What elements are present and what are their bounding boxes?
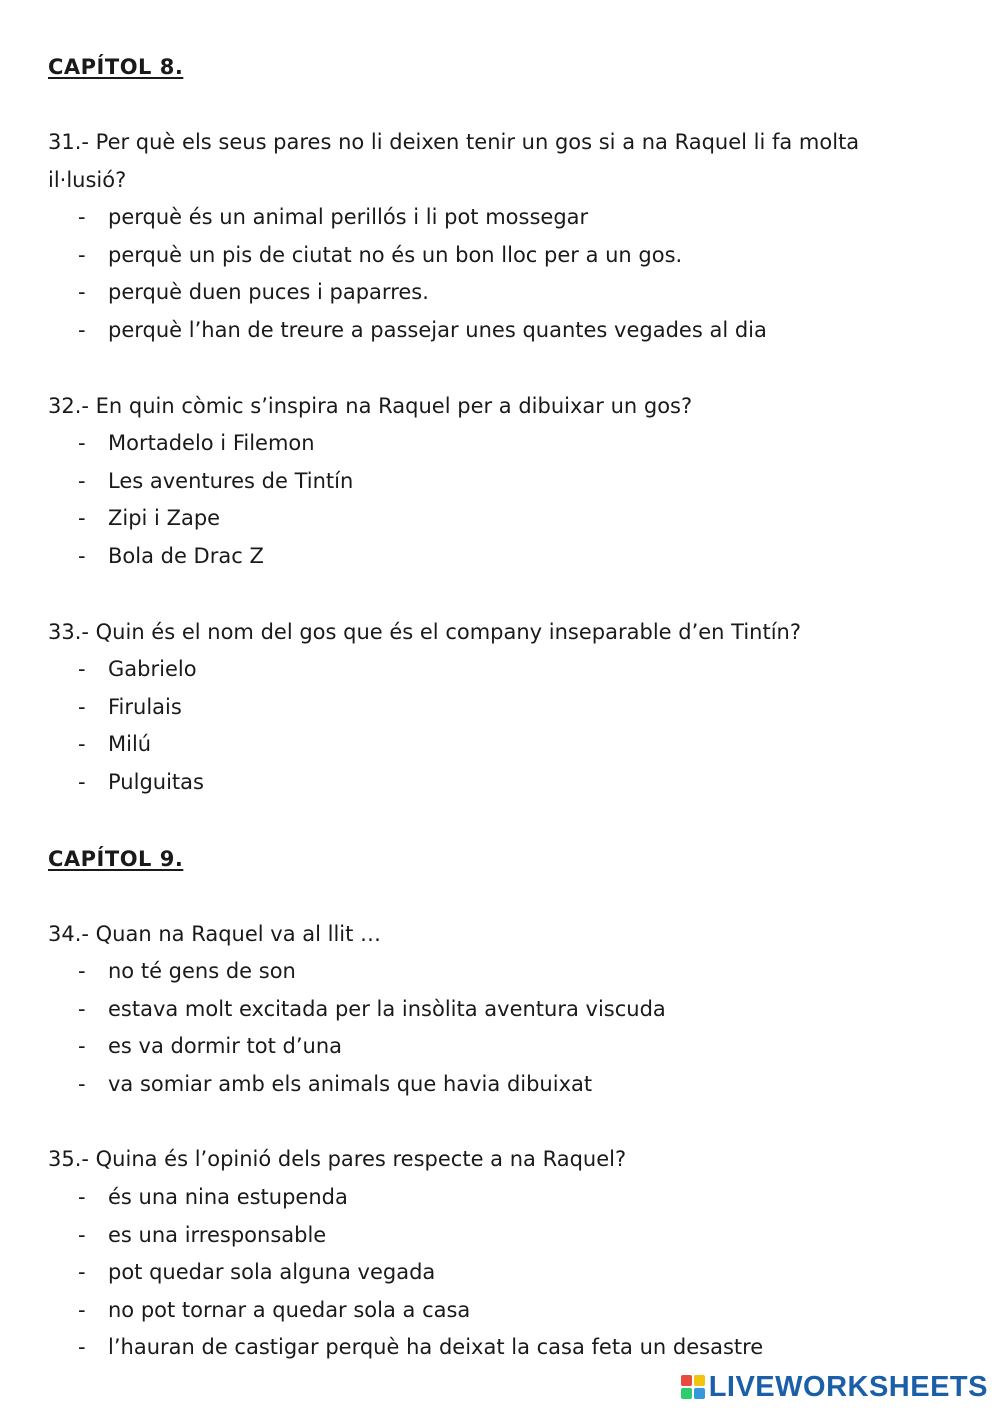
- option-label: perquè l’han de treure a passejar unes quantes vegades al dia: [108, 317, 767, 342]
- logo-text: LIVEWORKSHEETS: [708, 1370, 988, 1403]
- dash-marker: -: [78, 1222, 86, 1247]
- dash-marker: -: [78, 1185, 86, 1210]
- answer-option[interactable]: [48, 689, 948, 727]
- logo-square: [694, 1388, 705, 1399]
- question-block: [48, 124, 948, 350]
- answer-option[interactable]: [48, 1179, 948, 1217]
- logo-square: [681, 1388, 692, 1399]
- answer-option[interactable]: [48, 463, 948, 501]
- dash-marker: -: [78, 280, 86, 305]
- answer-option[interactable]: [48, 1254, 948, 1292]
- logo-square: [681, 1375, 692, 1386]
- answer-option[interactable]: [48, 1066, 948, 1104]
- option-label: Pulguitas: [108, 769, 204, 794]
- option-label: Bola de Drac Z: [108, 543, 264, 568]
- answer-options: [48, 1179, 948, 1367]
- dash-marker: -: [78, 1071, 86, 1096]
- answer-option[interactable]: [48, 237, 948, 275]
- answer-options: [48, 651, 948, 801]
- chapter-section: [48, 840, 948, 1368]
- dash-marker: -: [78, 468, 86, 493]
- option-label: Firulais: [108, 694, 182, 719]
- answer-options: [48, 953, 948, 1103]
- option-label: perquè és un animal perillós i li pot mossegar: [108, 205, 589, 230]
- question-block: [48, 614, 948, 802]
- dash-marker: -: [78, 1335, 86, 1360]
- answer-option[interactable]: [48, 991, 948, 1029]
- answer-option[interactable]: [48, 1028, 948, 1066]
- answer-option[interactable]: [48, 764, 948, 802]
- answer-option[interactable]: [48, 726, 948, 764]
- dash-marker: -: [78, 769, 86, 794]
- option-label: Milú: [108, 732, 152, 757]
- chapter-heading: CAPÍTOL 8.: [48, 55, 184, 79]
- option-label: va somiar amb els animals que havia dibuixat: [108, 1071, 593, 1096]
- liveworksheets-logo: [681, 1370, 988, 1404]
- answer-option[interactable]: [48, 500, 948, 538]
- dash-marker: -: [78, 1260, 86, 1285]
- dash-marker: -: [78, 205, 86, 230]
- dash-marker: -: [78, 996, 86, 1021]
- answer-option[interactable]: [48, 1292, 948, 1330]
- answer-options: [48, 199, 948, 349]
- dash-marker: -: [78, 1297, 86, 1322]
- option-label: Mortadelo i Filemon: [108, 431, 315, 456]
- option-label: Les aventures de Tintín: [108, 468, 354, 493]
- option-label: perquè duen puces i paparres.: [108, 280, 429, 305]
- answer-option[interactable]: [48, 1329, 948, 1367]
- option-label: Zipi i Zape: [108, 506, 221, 531]
- dash-marker: -: [78, 317, 86, 342]
- option-label: l’hauran de castigar perquè ha deixat la casa feta un desastre: [108, 1335, 764, 1360]
- answer-options: [48, 425, 948, 575]
- answer-option[interactable]: [48, 1217, 948, 1255]
- option-label: no pot tornar a quedar sola a casa: [108, 1297, 471, 1322]
- dash-marker: -: [78, 694, 86, 719]
- answer-option[interactable]: [48, 425, 948, 463]
- option-label: pot quedar sola alguna vegada: [108, 1260, 436, 1285]
- question-block: [48, 916, 948, 1104]
- answer-option[interactable]: [48, 538, 948, 576]
- answer-option[interactable]: [48, 199, 948, 237]
- option-label: és una nina estupenda: [108, 1185, 348, 1210]
- dash-marker: -: [78, 959, 86, 984]
- question-text: 31.- Per què els seus pares no li deixen tenir un gos si a na Raquel li fa molta il·lusió?: [48, 130, 860, 192]
- question-text: 34.- Quan na Raquel va al llit …: [48, 921, 382, 946]
- dash-marker: -: [78, 506, 86, 531]
- dash-marker: -: [78, 431, 86, 456]
- logo-mark-icon: [681, 1375, 705, 1399]
- option-label: es una irresponsable: [108, 1222, 327, 1247]
- dash-marker: -: [78, 732, 86, 757]
- question-block: [48, 1141, 948, 1367]
- worksheet-page: [48, 48, 948, 1367]
- dash-marker: -: [78, 657, 86, 682]
- question-text: 35.- Quina és l’opinió dels pares respecte a na Raquel?: [48, 1147, 627, 1172]
- chapter-section: [48, 48, 948, 840]
- option-label: no té gens de son: [108, 959, 296, 984]
- option-label: perquè un pis de ciutat no és un bon lloc per a un gos.: [108, 242, 683, 267]
- chapter-heading: CAPÍTOL 9.: [48, 846, 184, 871]
- question-block: [48, 388, 948, 576]
- answer-option[interactable]: [48, 953, 948, 991]
- answer-option[interactable]: [48, 312, 948, 350]
- answer-option[interactable]: [48, 274, 948, 312]
- question-text: 32.- En quin còmic s’inspira na Raquel per a dibuixar un gos?: [48, 393, 693, 418]
- answer-option[interactable]: [48, 651, 948, 689]
- dash-marker: -: [78, 1034, 86, 1059]
- dash-marker: -: [78, 543, 86, 568]
- logo-square: [694, 1375, 705, 1386]
- option-label: es va dormir tot d’una: [108, 1034, 343, 1059]
- question-text: 33.- Quin és el nom del gos que és el company inseparable d’en Tintín?: [48, 619, 802, 644]
- option-label: Gabrielo: [108, 657, 197, 682]
- dash-marker: -: [78, 242, 86, 267]
- option-label: estava molt excitada per la insòlita aventura viscuda: [108, 996, 666, 1021]
